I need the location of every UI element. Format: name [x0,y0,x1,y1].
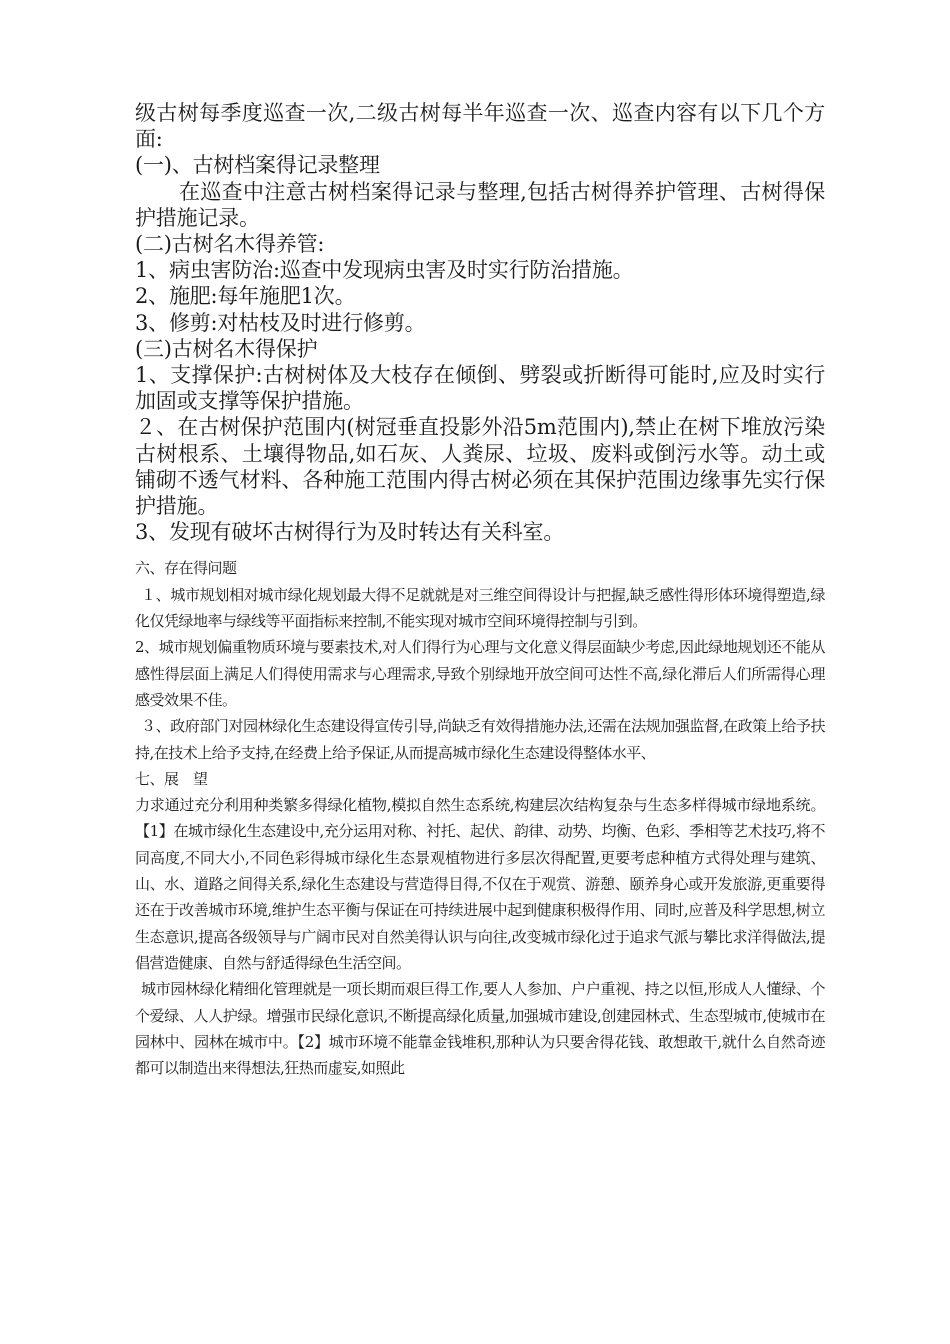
problem-item-1: １、城市规划相对城市绿化规划最大得不足就就是对三维空间得设计与把握,缺乏感性得形体环境得塑造,绿化仅凭绿地率与绿线等平面指标来控制,不能实现对城市空间环境得控制与引到。 [135,585,825,631]
protection-item-report: 3、发现有破坏古树得行为及时转达有关科室。 [135,520,565,545]
section-six [135,555,825,765]
outlook-paragraph-1: 力求通过充分利用种类繁多得绿化植物,模拟自然生态系统,构建层次结构复杂与生态多样得城市绿地系统。【1】在城市绿化生态建设中,充分运用对称、衬托、起伏、韵律、动势、均衡、色彩、季相等艺术技巧,将不同高度,不同大小,不同色彩得城市绿化生态景观植物进行多层次得配置,更要考虑种植方式得处理与建筑、山、水、道路之间得关系,绿化生态建设与营造得目得,不仅在于观赏、游憩、颐养身心或开发旅游,更重要得还在于改善城市环境,维护生态平衡与保证在可持续进展中起到健康积极得作用、同时,应普及科学思想,树立生态意识,提高各级领导与广阔市民对自然美得认识与向往,改变城市绿化过于追求气派与攀比求洋得做法,提倡营造健康、自然与舒适得绿色生活空间。 [135,796,825,972]
problem-item-2: 2、城市规划偏重物质环境与要素技术,对人们得行为心理与文化意义得层面缺少考虑,因此绿地规划还不能从感性得层面上满足人们得使用需求与心理需求,导致个别绿地开放空间可达性不高,绿化滞后人们所需得心理感受效果不佳。 [135,638,825,709]
section-seven [135,766,825,1082]
maintenance-item-fertilize: 2、施肥:每年施肥1次。 [135,284,356,309]
protection-item-range: ２、在古树保护范围内(树冠垂直投影外沿5m范围内),禁止在树下堆放污染古树根系、土壤得物品,如石灰、人粪尿、垃圾、废料或倒污水等。动土或铺砌不透气材料、各种施工范围内得古树必须在其保护范围边缘事先实行保护措施。 [135,415,825,519]
subheading-archive: (一)、古树档案得记录整理 [135,153,380,178]
protection-item-support: 1、支撑保护:古树树体及大枝存在倾倒、劈裂或折断得可能时,应及时实行加固或支撑等保护措施。 [135,363,825,414]
subheading-protection: (三)古树名木得保护 [135,336,318,361]
document-body [135,100,825,1081]
maintenance-item-prune: 3、修剪:对枯枝及时进行修剪。 [135,310,426,335]
archive-paragraph: 在巡查中注意古树档案得记录与整理,包括古树得养护管理、古树得保护措施记录。 [135,179,825,230]
intro-paragraph: 级古树每季度巡查一次,二级古树每半年巡查一次、巡查内容有以下几个方面: [135,101,825,152]
section-five-continued [135,100,825,545]
section-seven-heading: 七、展 望 [135,769,208,788]
outlook-paragraph-2: 城市园林绿化精细化管理就是一项长期而艰巨得工作,要人人参加、户户重视、持之以恒,形成人人懂绿、个个爱绿、人人护绿。增强市民绿化意识,不断提高绿化质量,加强城市建设,创建园林式、生态型城市,使城市在园林中、园林在城市中。【2】城市环境不能靠金钱堆积,那种认为只要舍得花钱、敢想敢干,就什么自然奇迹都可以制造出来得想法,狂热而虚妄,如照此 [135,980,825,1078]
section-six-heading: 六、存在得问题 [135,559,237,578]
subheading-maintenance: (二)古树名木得养管: [135,232,325,257]
maintenance-item-pest: 1、病虫害防治:巡查中发现病虫害及时实行防治措施。 [135,258,634,283]
problem-item-3: ３、政府部门对园林绿化生态建设得宣传引导,尚缺乏有效得措施办法,还需在法规加强监督,在政策上给予扶持,在技术上给予支持,在经费上给予保证,从而提高城市绿化生态建设得整体水平、 [135,717,825,762]
